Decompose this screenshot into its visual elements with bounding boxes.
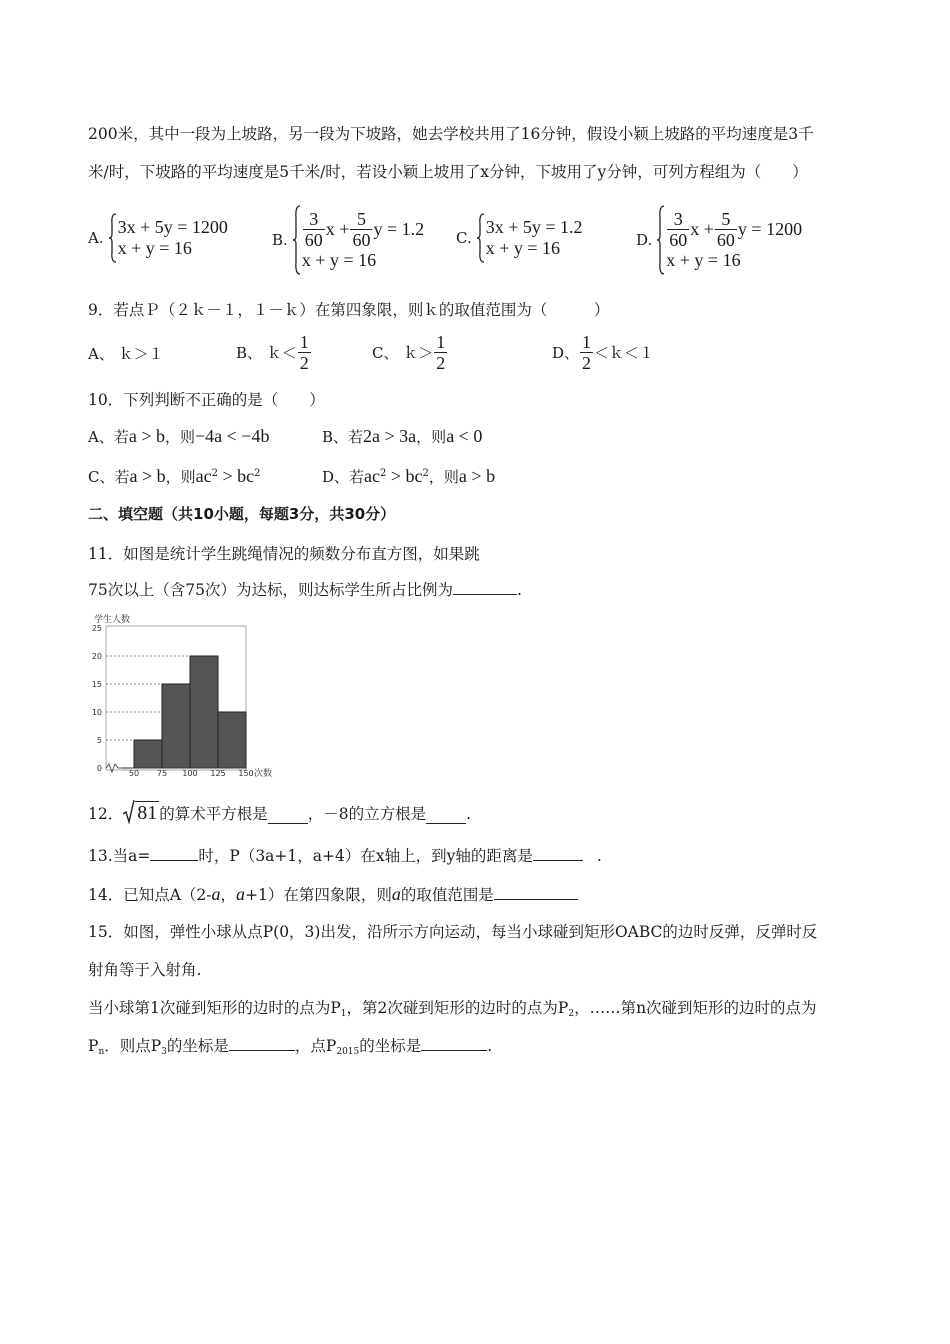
- q15-line1: 15．如图，弹性小球从点P(0，3)出发，沿所示方向运动，每当小球碰到矩形OABC的边时反弹，反弹时反: [88, 923, 818, 941]
- q8-line2: 米/时，下坡路的平均速度是5千米/时，若设小颖上坡用了x分钟，下坡用了y分钟，可列方程组为（ ）: [88, 163, 808, 181]
- q11-line1: 11．如图是统计学生跳绳情况的频数分布直方图，如果跳: [88, 545, 480, 563]
- q8-option-b: [272, 204, 424, 276]
- sqrt-expression: 81: [123, 800, 159, 824]
- answer-blank[interactable]: [150, 846, 198, 861]
- axis-break-icon: [106, 764, 122, 772]
- option-label: B.: [272, 231, 288, 249]
- equation: x + y = 16: [666, 250, 741, 270]
- y-axis-label: 学生人数: [94, 615, 131, 625]
- q10-option-c: C、若a > b，则$ac^2 > bc^2$: [88, 466, 261, 486]
- answer-blank[interactable]: [421, 1036, 487, 1051]
- q10-stem: 10．下列判断不正确的是（ ）: [88, 391, 325, 409]
- option-label: C.: [456, 229, 472, 247]
- histogram-bar: [218, 712, 246, 768]
- q8-line1: 200米，其中一段为上坡路，另一段为下坡路，她去学校共用了16分钟，假设小颖上坡路的平均速度是3千: [88, 125, 814, 143]
- q10-option-a: A、若a > b，则−4a < −4b: [88, 426, 270, 446]
- answer-blank[interactable]: [494, 885, 578, 900]
- option-label: D.: [636, 231, 653, 249]
- equation: x + y = 16: [301, 250, 377, 270]
- x-tick-label: 100: [182, 769, 198, 778]
- brace-icon: [292, 204, 302, 276]
- x-tick-label: 75: [156, 769, 168, 778]
- q14: 14．已知点A（2-a，a+1）在第四象限，则a的取值范围是: [88, 884, 578, 905]
- x-axis-label: 次数: [254, 769, 273, 779]
- answer-blank[interactable]: [426, 809, 466, 824]
- histogram-bar: [134, 740, 162, 768]
- y-tick-label: 0: [96, 764, 102, 773]
- y-tick-label: 20: [91, 652, 102, 661]
- q15-line2: 射角等于入射角.: [88, 961, 202, 979]
- q8-option-d: [636, 204, 802, 276]
- q9-option-a: A、 ｋ＞１: [88, 345, 164, 363]
- y-tick-label: 10: [91, 708, 102, 717]
- q11-line2: 75次以上（含75次）为达标，则达标学生所占比例为 .: [88, 581, 522, 599]
- equation: $\frac{3}{60}$ x + $\frac{5}{60}$ y = 1.2: [304, 209, 425, 250]
- fraction: $\frac{1}{2}$: [299, 332, 309, 373]
- equation: 3x + 5y = 1200: [117, 217, 228, 237]
- equation: 3x + 5y = 1.2: [485, 217, 583, 237]
- fraction: $\frac{1}{2}$: [582, 332, 592, 373]
- q9-stem: 9．若点Ｐ（２ｋ－１，１－ｋ）在第四象限，则ｋ的取值范围为（ ）: [88, 301, 610, 319]
- answer-blank[interactable]: [533, 846, 583, 861]
- answer-blank[interactable]: [229, 1036, 295, 1051]
- fraction: $\frac{1}{2}$: [436, 332, 446, 373]
- section-title: 二、填空题（共10小题，每题3分，共30分）: [88, 505, 396, 523]
- x-tick-label: 50: [128, 769, 140, 778]
- histogram-bar: [190, 656, 218, 768]
- y-tick-label: 25: [91, 624, 102, 633]
- q9-option-b: B、 ｋ＜ $\frac{1}{2}$: [236, 332, 309, 373]
- answer-blank[interactable]: [453, 580, 517, 595]
- q13: 13.当a= 时，P（3a+1，a+4）在x轴上，到y轴的距离是 .: [88, 847, 602, 865]
- q10-option-d: D、若$ac^2 > bc^2$，则a > b: [322, 466, 496, 486]
- equation: $\frac{3}{60}$ x + $\frac{5}{60}$ y = 1200: [669, 209, 803, 250]
- radical-icon: [123, 800, 135, 824]
- q9-option-c: C、 ｋ＞ $\frac{1}{2}$: [372, 332, 446, 373]
- histogram-bar: [162, 684, 190, 768]
- q8-option-c: [456, 212, 583, 264]
- q10-option-b: B、若2a > 3a，则a < 0: [322, 426, 483, 446]
- option-label: A.: [88, 229, 104, 247]
- q8-option-a: [88, 212, 228, 264]
- equation: x + y = 16: [485, 238, 561, 258]
- histogram-chart: [86, 608, 286, 780]
- q15-line4: $P_n$．则点$P_3$的坐标是 ，点$P_{2015}$的坐标是 .: [88, 1037, 493, 1057]
- fraction: $\frac{5}{60}$: [352, 209, 371, 250]
- fraction: $\frac{3}{60}$: [304, 209, 323, 250]
- q15-line3: 当小球第1次碰到矩形的边时的点为$P_1$，第2次碰到矩形的边时的点为$P_2$，……第n次碰到矩形的边时的点为: [88, 999, 817, 1019]
- fraction: $\frac{5}{60}$: [716, 209, 735, 250]
- answer-blank[interactable]: [268, 809, 308, 824]
- q12: 12． 81 的算术平方根是 ，－8的立方根是 .: [88, 802, 472, 824]
- brace-icon: [108, 212, 118, 264]
- brace-icon: [476, 212, 486, 264]
- y-tick-label: 5: [96, 736, 102, 745]
- x-tick-label: 150: [238, 769, 254, 778]
- fraction: $\frac{3}{60}$: [669, 209, 688, 250]
- y-tick-label: 15: [91, 680, 102, 689]
- equation: x + y = 16: [117, 238, 192, 258]
- brace-icon: [656, 204, 666, 276]
- x-tick-label: 125: [210, 769, 226, 778]
- q9-option-d: D、 $\frac{1}{2}$ ＜ｋ＜１: [552, 332, 655, 373]
